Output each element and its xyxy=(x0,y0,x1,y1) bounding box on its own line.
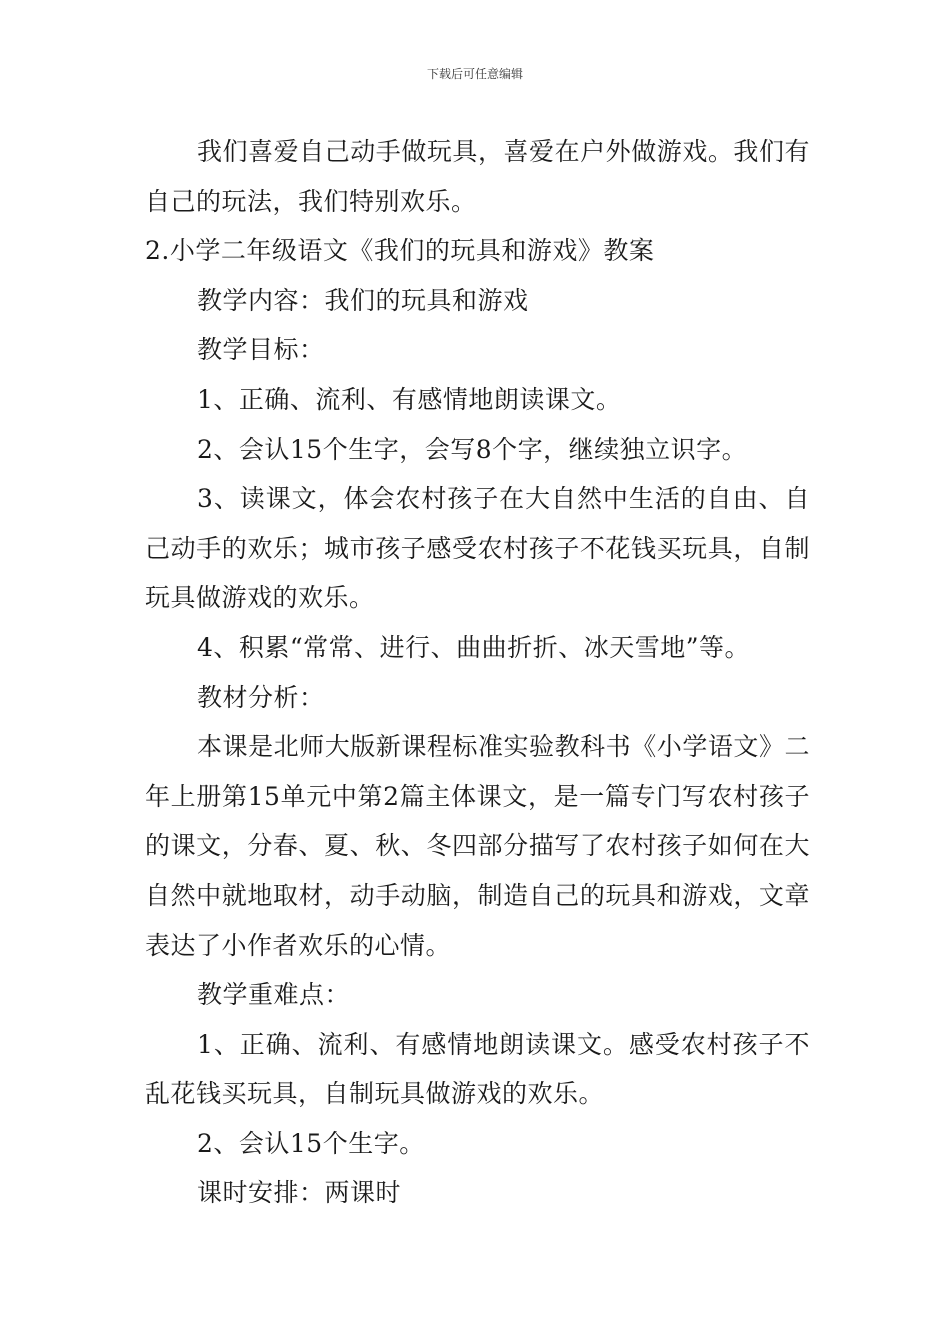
goal-item-2: 2、会认15个生字，会写8个字，继续独立识字。 xyxy=(197,434,748,464)
difficulty-item-2: 2、会认15个生字。 xyxy=(197,1128,425,1158)
label-teaching-goals: 教学目标： xyxy=(197,335,325,365)
paragraph-intro-ending: 我们喜爱自己动手做玩具，喜爱在户外做游戏。我们有自己的玩法，我们特别欢乐。 xyxy=(145,137,810,216)
paragraph-material-analysis: 本课是北师大版新课程标准实验教科书《小学语文》二年上册第15单元中第2篇主体课文，是一篇专门写农村孩子的课文，分春、夏、秋、冬四部分描写了农村孩子如何在大自然中就地取材，动手动脑，制造自己的玩具和游戏，文章表达了小作者欢乐的心情。 xyxy=(145,732,810,960)
document-body xyxy=(145,127,810,1218)
goal-item-4: 4、积累“常常、进行、曲曲折折、冰天雪地”等。 xyxy=(197,632,750,662)
goal-item-1: 1、正确、流利、有感情地朗读课文。 xyxy=(197,384,622,414)
label-material-analysis: 教材分析： xyxy=(197,682,325,712)
label-key-difficulties: 教学重难点： xyxy=(197,980,351,1010)
goal-item-3: 3、读课文，体会农村孩子在大自然中生活的自由、自己动手的欢乐；城市孩子感受农村孩子不花钱买玩具，自制玩具做游戏的欢乐。 xyxy=(145,484,810,613)
page-header-note: 下载后可任意编辑 xyxy=(426,67,523,81)
paragraph-teaching-content: 教学内容：我们的玩具和游戏 xyxy=(197,285,529,315)
difficulty-item-1: 1、正确、流利、有感情地朗读课文。感受农村孩子不乱花钱买玩具，自制玩具做游戏的欢乐。 xyxy=(145,1029,810,1109)
section-heading-lesson-plan: 2.小学二年级语文《我们的玩具和游戏》教案 xyxy=(145,236,655,266)
paragraph-class-schedule: 课时安排：两课时 xyxy=(197,1178,402,1208)
